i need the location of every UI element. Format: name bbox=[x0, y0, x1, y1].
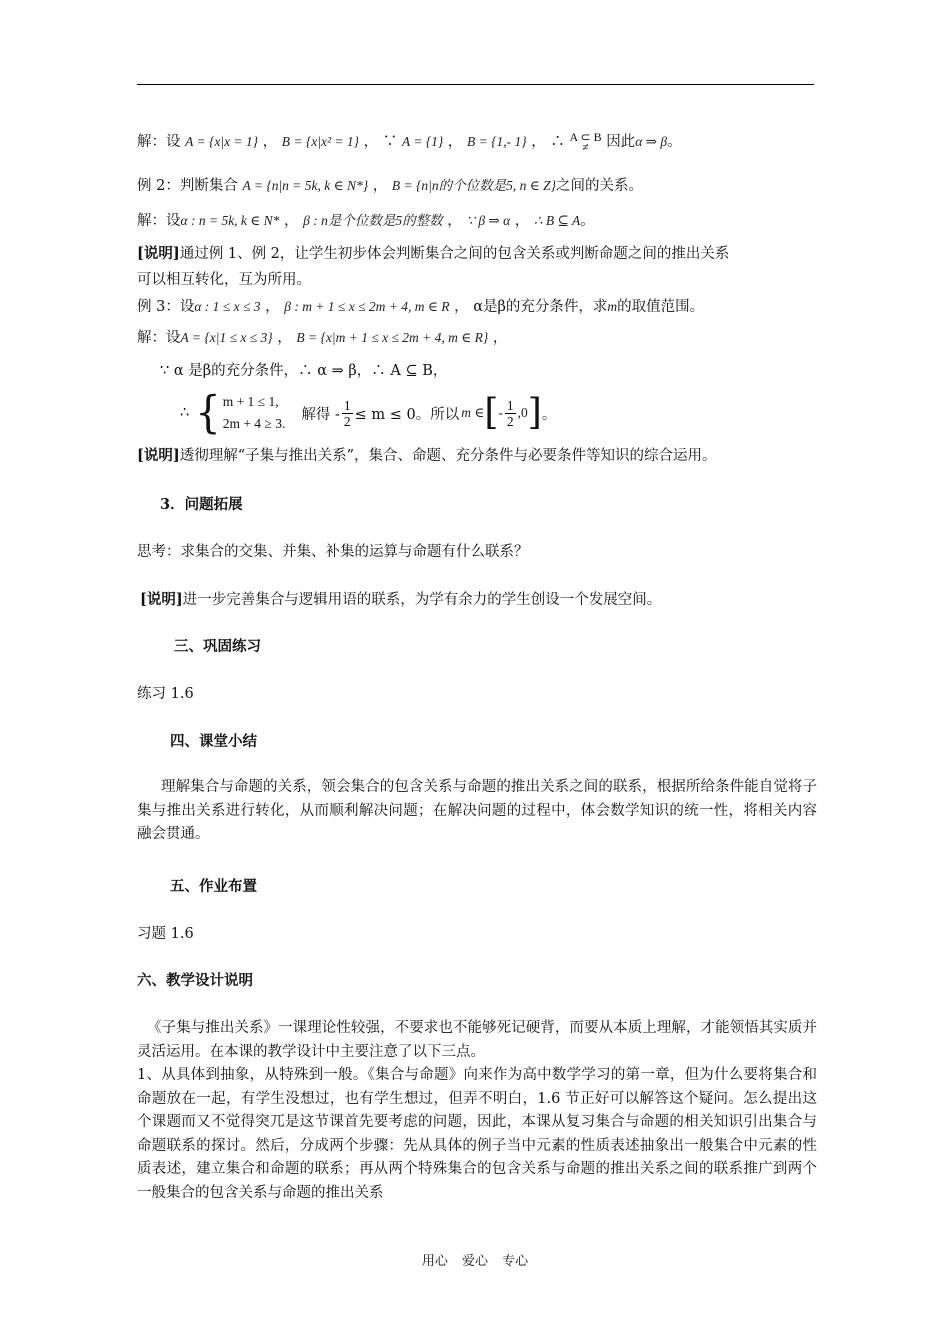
header-rule bbox=[137, 84, 814, 85]
think-line: 思考：求集合的交集、并集、补集的运算与命题有什么联系？ bbox=[137, 544, 529, 560]
m-in: m ∈ bbox=[461, 405, 485, 420]
practice-heading: 三、巩固练习 bbox=[174, 638, 261, 655]
system-row-1: m + 1 ≤ 1, bbox=[222, 394, 279, 409]
solution-label: 解：设 bbox=[137, 330, 181, 346]
design-paragraph-2: 1、从具体到抽象，从特殊到一般。《集合与命题》向来作为高中数学学习的第一章，但为什么要将集合和命题放在一起，有学生没想过，也有学生想过，但弄不明白，1.6 节正好可以解答这个疑问。怎么提出这个课题而又不觉得突兀是这节课首先要考虑的问题，因此，本课从复习集合与命题的相关知识引出集合与命题联系的探讨。然后，分成两个步骤：先从具体的例子当中元素的性质表述抽象出一般集合中元素的性质表述，建立集合和命题的联系；再从两个特殊集合的包含关系与命题的推出关系之间的联系推广到两个一般集合的包含关系与命题的推出关系 bbox=[137, 1067, 817, 1201]
because-expr: ∵ β ⇒ α bbox=[466, 213, 511, 228]
design-heading: 六、教学设计说明 bbox=[137, 972, 253, 989]
interval-fraction: $\frac{1}{2}$ bbox=[506, 397, 514, 429]
example-3-label: 例 3：设 bbox=[137, 299, 195, 315]
right-bracket: ] bbox=[527, 392, 542, 433]
proper-subset-expr: A ⊂ B ≠ bbox=[569, 130, 602, 154]
sol3-set-a: A = {x|1 ≤ x ≤ 3} bbox=[180, 330, 273, 345]
solution-3-line: 解：设A = {x|1 ≤ x ≤ 3} ， B = {x|m + 1 ≤ x ≤ 2m + 4, m ∈ R} ， bbox=[137, 330, 508, 346]
note-tag: [说明] bbox=[140, 591, 183, 608]
implication-expr: α ⇒ β bbox=[635, 134, 668, 149]
note-tag: [说明] bbox=[137, 447, 180, 464]
practice-text: 练习 1.6 bbox=[137, 686, 194, 702]
solution-1-line: 解：设 A = {x|x = 1} ， B = {x|x² = 1} ， ∵ A = {1} ， B = {1,- 1} ， ∴ A ⊂ B ≠ 因此α ⇒ β。 bbox=[137, 130, 682, 154]
note-3-line: [说明]进一步完善集合与逻辑用语的联系，为学有余力的学生创设一个发展空间。 bbox=[140, 591, 662, 608]
sol3-set-b: B = {x|m + 1 ≤ x ≤ 2m + 4, m ∈ R} bbox=[296, 330, 489, 345]
design-paragraph-1: 《子集与推出关系》一课理论性较强，不要求也不能够死记硬背，而要从本质上理解，才能领悟其实质并灵活运用。在本课的教学设计中主要注意了以下三点。 bbox=[137, 1020, 817, 1060]
ex2-suffix: 之间的关系。 bbox=[556, 178, 644, 194]
homework-heading: 五、作业布置 bbox=[170, 878, 257, 895]
ex2-set-b: B = {n|n的个位数是5, n ∈ Z} bbox=[391, 178, 557, 193]
beta-def: β : n是个位数是5的整数 bbox=[303, 213, 443, 228]
summary-paragraph: 理解集合与命题的关系，领会集合的包含关系与命题的推出关系之间的联系，根据所给条件能自觉将子集与推出关系进行转化，从而顺利解决问题；在解决问题的过程中，体会数学知识的统一性，将相关内容融会贯通。 bbox=[137, 779, 817, 842]
homework-text: 习题 1.6 bbox=[137, 926, 194, 942]
example-2-label: 例 2：判断集合 bbox=[137, 178, 238, 194]
note-2-line: [说明]透彻理解“子集与推出关系”，集合、命题、充分条件与必要条件等知识的综合运用。 bbox=[137, 447, 717, 464]
ex3-alpha: α : 1 ≤ x ≤ 3 bbox=[194, 299, 261, 314]
set-b-value: B = {1,- 1} bbox=[467, 134, 527, 149]
left-brace: { bbox=[195, 387, 221, 439]
range-text: ≤ m ≤ 0。所以 bbox=[354, 406, 460, 423]
example-3-line: 例 3：设α : 1 ≤ x ≤ 3 ， β : m + 1 ≤ x ≤ 2m + 4, m ∈ R ， α是β的充分条件，求m的取值范围。 bbox=[137, 299, 705, 315]
summary-heading: 四、课堂小结 bbox=[170, 733, 257, 750]
solution-label: 解：设 bbox=[137, 134, 181, 150]
solution-label: 解：设 bbox=[137, 213, 181, 229]
hence-text: 因此 bbox=[606, 134, 636, 150]
solve-text: 解得 - bbox=[301, 406, 340, 423]
because-symbol: ∵ bbox=[382, 134, 398, 150]
note-tag: [说明] bbox=[137, 245, 180, 262]
left-bracket: [ bbox=[484, 392, 499, 433]
set-b-def: B = {x|x² = 1} bbox=[281, 134, 360, 149]
inequality-system: ∴ { m + 1 ≤ 1, 2m + 4 ≥ 3. 解得 - $\frac{1}{2}$ ≤ m ≤ 0。所以 m ∈ [ - $\frac{1}{2}$ ,0 ] 。 bbox=[180, 387, 557, 439]
note-1-line-a: [说明]通过例 1、例 2，让学生初步体会判断集合之间的包含关系或判断命题之间的推出关系 bbox=[137, 245, 730, 262]
page-footer: 用心 爱心 专心 bbox=[421, 1254, 529, 1269]
set-a-def: A = {x|x = 1} bbox=[185, 134, 259, 149]
therefore-expr: ∴ B ⊆ A bbox=[533, 213, 581, 228]
ex2-set-a: A = {n|n = 5k, k ∈ N*} bbox=[242, 178, 369, 193]
section-3-title: 3．问题拓展 bbox=[160, 496, 243, 513]
fraction-half: $\frac{1}{2}$ bbox=[343, 397, 351, 429]
system-row-2: 2m + 4 ≥ 3. bbox=[222, 416, 286, 431]
therefore-symbol: ∴ bbox=[180, 405, 190, 421]
example-2-line: 例 2：判断集合 A = {n|n = 5k, k ∈ N*} ， B = {n|n的个位数是5, n ∈ Z}之间的关系。 bbox=[137, 178, 644, 194]
set-a-value: A = {1} bbox=[401, 134, 444, 149]
solution-2-line: 解：设α : n = 5k, k ∈ N* ， β : n是个位数是5的整数 ， ∵ β ⇒ α ， ∴ B ⊆ A。 bbox=[137, 213, 595, 229]
note-1-line-b: 可以相互转化，互为所用。 bbox=[137, 272, 311, 288]
solution-3-line-2: ∵ α 是β的充分条件，∴ α ⇒ β，∴ A ⊆ B， bbox=[160, 363, 448, 379]
design-section bbox=[137, 1017, 817, 1205]
ex3-beta: β : m + 1 ≤ x ≤ 2m + 4, m ∈ R bbox=[284, 299, 450, 314]
therefore-symbol: ∴ bbox=[550, 134, 565, 150]
alpha-def: α : n = 5k, k ∈ N* bbox=[180, 213, 280, 228]
